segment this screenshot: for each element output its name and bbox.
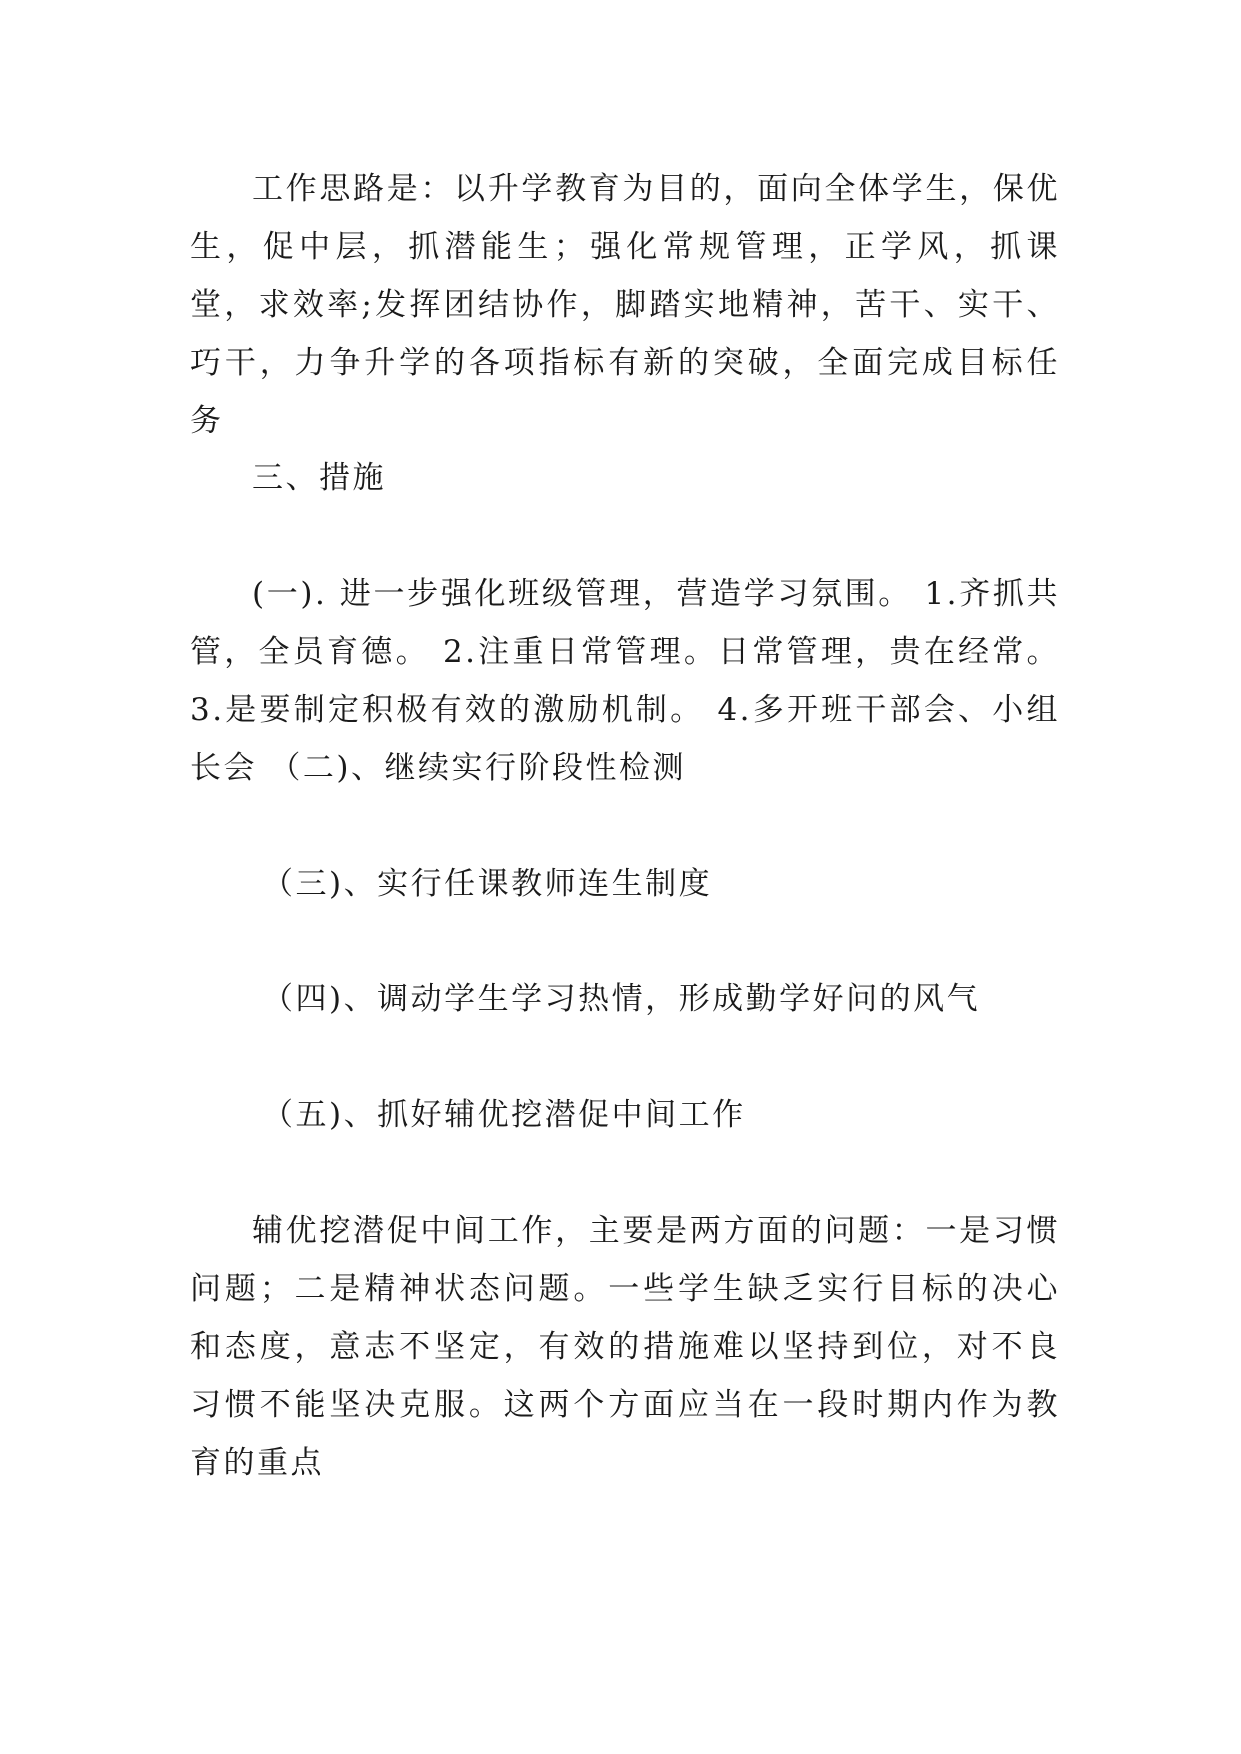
paragraph-tutoring-detail: 辅优挖潜促中间工作，主要是两方面的问题：一是习惯问题；二是精神状态问题。一些学生缺乏实行目标的决心和态度，意志不坚定，有效的措施难以坚持到位，对不良习惯不能坚决克服。这两个方面应当在一段时期内作为教育的重点 xyxy=(190,1213,1060,1481)
section-heading-measures: 三、措施 xyxy=(252,460,386,496)
paragraph-measure-one: (一). 进一步强化班级管理，营造学习氛围。 1.齐抓共管，全员育德。 2.注重日常管理。日常管理，贵在经常。3.是要制定积极有效的激励机制。 4.多开班干部会、小组长会 （二)、继续实行阶段性检测 xyxy=(190,576,1060,786)
paragraph-measure-three: （三)、实行任课教师连生制度 xyxy=(262,866,713,902)
paragraph-measure-four: （四)、调动学生学习热情，形成勤学好问的风气 xyxy=(262,981,981,1017)
paragraph-work-approach: 工作思路是：以升学教育为目的，面向全体学生，保优生，促中层，抓潜能生；强化常规管理，正学风，抓课堂，求效率;发挥团结协作，脚踏实地精神，苦干、实干、巧干，力争升学的各项指标有新的突破，全面完成目标任务 xyxy=(190,171,1060,439)
paragraph-measure-five: （五)、抓好辅优挖潜促中间工作 xyxy=(262,1097,746,1133)
